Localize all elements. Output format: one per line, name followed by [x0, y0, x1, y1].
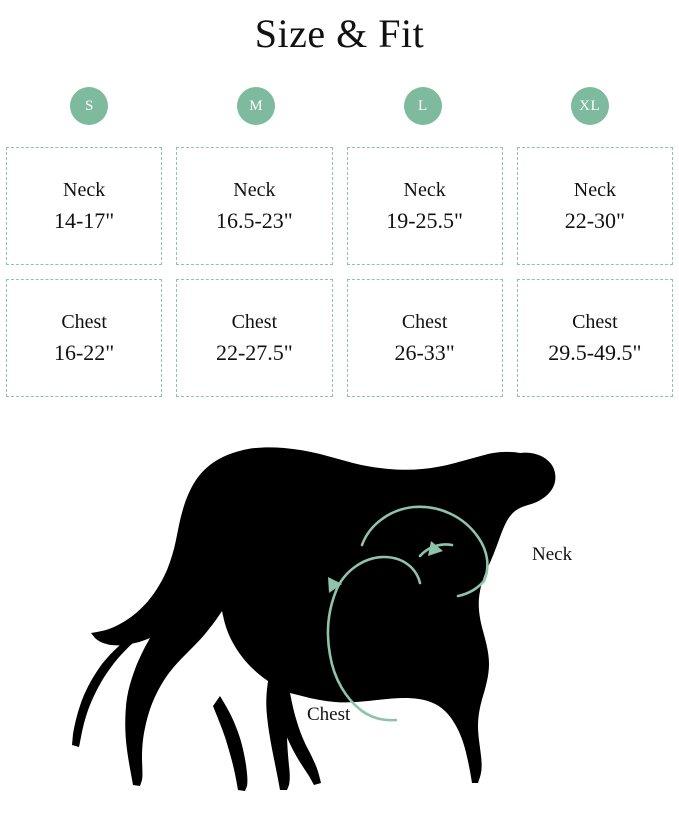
- size-badge-cell-l: [340, 87, 507, 125]
- dog-diagram-svg: [0, 411, 679, 811]
- cell-label: Chest: [61, 311, 107, 333]
- table-cell-chest-xl: [517, 279, 673, 397]
- cell-value: 22-27.5": [215, 340, 293, 365]
- table-cell-chest-s: [6, 279, 162, 397]
- cell-value: 29.5-49.5": [548, 340, 642, 365]
- size-badge-l: L: [404, 87, 442, 125]
- size-badge-row: [0, 87, 679, 125]
- size-badge-xl: XL: [571, 87, 609, 125]
- size-badge-cell-xl: [506, 87, 673, 125]
- cell-value: 22-30": [564, 208, 626, 233]
- table-cell-chest-m: [176, 279, 332, 397]
- cell-value: 26-33": [394, 340, 455, 365]
- size-badge-m: M: [237, 87, 275, 125]
- cell-value: 19-25.5": [386, 208, 464, 233]
- table-cell-chest-l: [347, 279, 503, 397]
- cell-label: Neck: [403, 179, 446, 201]
- cell-value: 16.5-23": [215, 208, 293, 233]
- size-badge-s: S: [70, 87, 108, 125]
- cell-label: Chest: [231, 311, 278, 333]
- cell-label: Chest: [401, 311, 448, 333]
- table-row-chest: [6, 265, 673, 397]
- table-cell-neck-l: [347, 147, 503, 265]
- cell-value: 14-17": [53, 208, 115, 233]
- dog-silhouette-icon: [72, 447, 555, 791]
- cell-value: 16-22": [53, 340, 115, 365]
- cell-label: Chest: [572, 311, 618, 333]
- cell-label: Neck: [63, 179, 106, 201]
- size-badge-cell-m: [173, 87, 340, 125]
- cell-label: Neck: [233, 179, 276, 201]
- table-cell-neck-s: [6, 147, 162, 265]
- size-badge-cell-s: [6, 87, 173, 125]
- table-cell-neck-xl: [517, 147, 673, 265]
- table-row-neck: [6, 147, 673, 265]
- page-title: Size & Fit: [254, 11, 425, 56]
- chest-annotation-label: Chest: [307, 704, 351, 725]
- neck-annotation-label: Neck: [532, 544, 573, 565]
- table-cell-neck-m: [176, 147, 332, 265]
- cell-label: Neck: [573, 179, 616, 201]
- measurement-table: [0, 147, 679, 397]
- dog-measurement-diagram: [0, 411, 679, 811]
